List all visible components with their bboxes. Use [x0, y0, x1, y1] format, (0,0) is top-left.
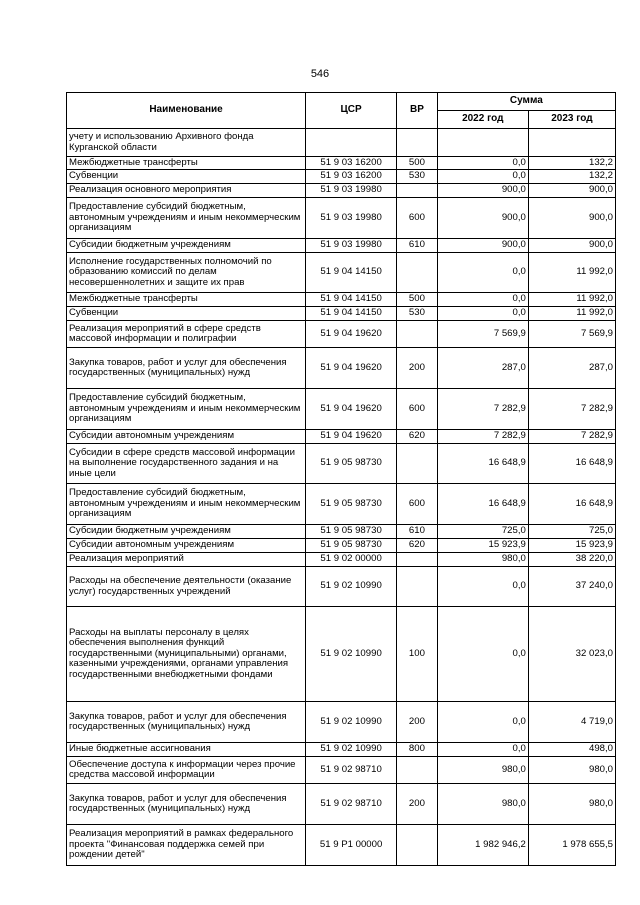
- row-2022-cell: [437, 129, 528, 157]
- table-row: [67, 348, 616, 389]
- table-row: [67, 253, 616, 293]
- header-vr: ВР: [397, 93, 438, 129]
- table-body: [67, 129, 616, 866]
- table-row: [67, 307, 616, 321]
- row-2022-cell: 0,0: [437, 293, 528, 307]
- row-2023-cell: 980,0: [528, 757, 615, 784]
- row-2023-cell: 7 282,9: [528, 430, 615, 444]
- row-2022-cell: 0,0: [437, 567, 528, 607]
- row-2023-cell: 1 978 655,5: [528, 825, 615, 866]
- row-vr-cell: [397, 825, 438, 866]
- row-vr-cell: [397, 444, 438, 484]
- row-vr-cell: 500: [397, 293, 438, 307]
- row-vr-cell: [397, 321, 438, 348]
- row-csr-cell: 51 9 04 19620: [306, 321, 397, 348]
- row-2023-cell: 15 923,9: [528, 539, 615, 553]
- header-year-2022: 2022 год: [437, 111, 528, 129]
- table-row: [67, 525, 616, 539]
- row-name-cell: Закупка товаров, работ и услуг для обеспечения государственных (муниципальных) нужд: [67, 348, 306, 389]
- row-2022-cell: 0,0: [437, 253, 528, 293]
- row-name-cell: Исполнение государственных полномочий по образованию комиссий по делам несовершеннолетних и защите их прав: [67, 253, 306, 293]
- row-2023-cell: 16 648,9: [528, 444, 615, 484]
- row-2022-cell: 980,0: [437, 553, 528, 567]
- table-row: [67, 539, 616, 553]
- row-2022-cell: 16 648,9: [437, 484, 528, 525]
- row-vr-cell: 600: [397, 484, 438, 525]
- row-name-cell: Межбюджетные трансферты: [67, 157, 306, 170]
- row-2023-cell: [528, 129, 615, 157]
- table-row: [67, 784, 616, 825]
- table-header: [67, 93, 616, 129]
- row-vr-cell: 200: [397, 784, 438, 825]
- row-2023-cell: 11 992,0: [528, 293, 615, 307]
- row-csr-cell: 51 9 03 16200: [306, 170, 397, 184]
- row-csr-cell: 51 9 04 19620: [306, 389, 397, 430]
- row-2023-cell: 4 719,0: [528, 702, 615, 743]
- row-csr-cell: 51 9 03 19980: [306, 184, 397, 198]
- row-vr-cell: [397, 567, 438, 607]
- row-vr-cell: 100: [397, 607, 438, 702]
- row-csr-cell: 51 9 02 00000: [306, 553, 397, 567]
- row-2022-cell: 0,0: [437, 607, 528, 702]
- row-vr-cell: 500: [397, 157, 438, 170]
- row-csr-cell: 51 9 P1 00000: [306, 825, 397, 866]
- table-row: [67, 389, 616, 430]
- row-2023-cell: 980,0: [528, 784, 615, 825]
- row-vr-cell: 200: [397, 348, 438, 389]
- row-vr-cell: 800: [397, 743, 438, 757]
- row-name-cell: Обеспечение доступа к информации через прочие средства массовой информации: [67, 757, 306, 784]
- row-2023-cell: 7 282,9: [528, 389, 615, 430]
- row-2022-cell: 0,0: [437, 702, 528, 743]
- row-csr-cell: 51 9 04 14150: [306, 307, 397, 321]
- row-2023-cell: 37 240,0: [528, 567, 615, 607]
- table-row: [67, 184, 616, 198]
- table-row: [67, 444, 616, 484]
- row-2022-cell: 15 923,9: [437, 539, 528, 553]
- row-name-cell: Субсидии бюджетным учреждениям: [67, 525, 306, 539]
- row-name-cell: Субсидии бюджетным учреждениям: [67, 239, 306, 253]
- header-csr: ЦСР: [306, 93, 397, 129]
- row-vr-cell: [397, 553, 438, 567]
- row-vr-cell: 610: [397, 525, 438, 539]
- row-2022-cell: 0,0: [437, 743, 528, 757]
- row-vr-cell: 600: [397, 389, 438, 430]
- row-csr-cell: 51 9 03 19980: [306, 198, 397, 239]
- table-row: [67, 157, 616, 170]
- row-2022-cell: 1 982 946,2: [437, 825, 528, 866]
- row-csr-cell: 51 9 05 98730: [306, 539, 397, 553]
- row-2022-cell: 0,0: [437, 307, 528, 321]
- row-name-cell: Реализация мероприятий в сфере средств массовой информации и полиграфии: [67, 321, 306, 348]
- table-row: [67, 170, 616, 184]
- row-2023-cell: 132,2: [528, 157, 615, 170]
- row-name-cell: Предоставление субсидий бюджетным, автономным учреждениям и иным некоммерческим организациям: [67, 484, 306, 525]
- budget-table: [66, 92, 616, 866]
- row-2023-cell: 11 992,0: [528, 253, 615, 293]
- row-csr-cell: 51 9 05 98730: [306, 484, 397, 525]
- row-2022-cell: 980,0: [437, 757, 528, 784]
- row-2023-cell: 900,0: [528, 184, 615, 198]
- row-name-cell: учету и использованию Архивного фонда Курганской области: [67, 129, 306, 157]
- row-name-cell: Реализация мероприятий в рамках федерального проекта "Финансовая поддержка семей при рождении детей": [67, 825, 306, 866]
- row-csr-cell: 51 9 02 98710: [306, 784, 397, 825]
- row-2023-cell: 32 023,0: [528, 607, 615, 702]
- row-2022-cell: 7 282,9: [437, 430, 528, 444]
- table-row: [67, 129, 616, 157]
- row-vr-cell: 610: [397, 239, 438, 253]
- row-name-cell: Реализация мероприятий: [67, 553, 306, 567]
- row-csr-cell: 51 9 02 10990: [306, 702, 397, 743]
- row-csr-cell: 51 9 04 14150: [306, 293, 397, 307]
- row-vr-cell: [397, 184, 438, 198]
- row-name-cell: Субсидии в сфере средств массовой информации на выполнение государственного задания и на иные цели: [67, 444, 306, 484]
- row-2022-cell: 900,0: [437, 184, 528, 198]
- row-2023-cell: 132,2: [528, 170, 615, 184]
- row-vr-cell: 620: [397, 539, 438, 553]
- table-row: [67, 743, 616, 757]
- row-vr-cell: [397, 757, 438, 784]
- table-row: [67, 553, 616, 567]
- row-name-cell: Субсидии автономным учреждениям: [67, 430, 306, 444]
- row-2022-cell: 7 569,9: [437, 321, 528, 348]
- row-2022-cell: 287,0: [437, 348, 528, 389]
- row-2023-cell: 16 648,9: [528, 484, 615, 525]
- row-csr-cell: 51 9 05 98730: [306, 444, 397, 484]
- row-vr-cell: 530: [397, 307, 438, 321]
- row-2022-cell: 0,0: [437, 170, 528, 184]
- table-row: [67, 430, 616, 444]
- row-2022-cell: 7 282,9: [437, 389, 528, 430]
- row-2022-cell: 900,0: [437, 198, 528, 239]
- row-csr-cell: [306, 129, 397, 157]
- table-row: [67, 198, 616, 239]
- row-2023-cell: 7 569,9: [528, 321, 615, 348]
- row-csr-cell: 51 9 04 19620: [306, 430, 397, 444]
- table-row: [67, 567, 616, 607]
- table-row: [67, 702, 616, 743]
- row-csr-cell: 51 9 02 10990: [306, 607, 397, 702]
- row-2023-cell: 287,0: [528, 348, 615, 389]
- row-csr-cell: 51 9 05 98730: [306, 525, 397, 539]
- row-csr-cell: 51 9 02 98710: [306, 757, 397, 784]
- row-2022-cell: 900,0: [437, 239, 528, 253]
- row-csr-cell: 51 9 04 14150: [306, 253, 397, 293]
- row-csr-cell: 51 9 02 10990: [306, 743, 397, 757]
- header-year-2023: 2023 год: [528, 111, 615, 129]
- row-name-cell: Предоставление субсидий бюджетным, автономным учреждениям и иным некоммерческим организациям: [67, 198, 306, 239]
- row-name-cell: Расходы на обеспечение деятельности (оказание услуг) государственных учреждений: [67, 567, 306, 607]
- row-vr-cell: [397, 129, 438, 157]
- table-row: [67, 293, 616, 307]
- row-csr-cell: 51 9 03 19980: [306, 239, 397, 253]
- page-number: 546: [310, 68, 330, 80]
- table-row: [67, 484, 616, 525]
- table-row: [67, 607, 616, 702]
- row-2023-cell: 725,0: [528, 525, 615, 539]
- row-vr-cell: 600: [397, 198, 438, 239]
- table-row: [67, 321, 616, 348]
- row-name-cell: Субвенции: [67, 307, 306, 321]
- row-2023-cell: 498,0: [528, 743, 615, 757]
- row-2023-cell: 900,0: [528, 198, 615, 239]
- row-name-cell: Иные бюджетные ассигнования: [67, 743, 306, 757]
- row-2023-cell: 900,0: [528, 239, 615, 253]
- row-name-cell: Реализация основного мероприятия: [67, 184, 306, 198]
- table-row: [67, 825, 616, 866]
- row-csr-cell: 51 9 03 16200: [306, 157, 397, 170]
- header-sum: Сумма: [437, 93, 615, 111]
- row-name-cell: Предоставление субсидий бюджетным, автономным учреждениям и иным некоммерческим организациям: [67, 389, 306, 430]
- header-name: Наименование: [67, 93, 306, 129]
- row-name-cell: Субвенции: [67, 170, 306, 184]
- table-row: [67, 239, 616, 253]
- table-row: [67, 757, 616, 784]
- row-name-cell: Субсидии автономным учреждениям: [67, 539, 306, 553]
- row-name-cell: Межбюджетные трансферты: [67, 293, 306, 307]
- row-2022-cell: 725,0: [437, 525, 528, 539]
- row-csr-cell: 51 9 04 19620: [306, 348, 397, 389]
- row-vr-cell: 530: [397, 170, 438, 184]
- row-name-cell: Закупка товаров, работ и услуг для обеспечения государственных (муниципальных) нужд: [67, 784, 306, 825]
- row-vr-cell: 200: [397, 702, 438, 743]
- row-2022-cell: 0,0: [437, 157, 528, 170]
- row-name-cell: Расходы на выплаты персоналу в целях обеспечения выполнения функций государственными (муниципальными) органами, казенными учреждениями, органами управления государственными внебюджетными фондами: [67, 607, 306, 702]
- row-2022-cell: 980,0: [437, 784, 528, 825]
- row-2023-cell: 38 220,0: [528, 553, 615, 567]
- row-2023-cell: 11 992,0: [528, 307, 615, 321]
- row-vr-cell: [397, 253, 438, 293]
- row-vr-cell: 620: [397, 430, 438, 444]
- row-csr-cell: 51 9 02 10990: [306, 567, 397, 607]
- row-name-cell: Закупка товаров, работ и услуг для обеспечения государственных (муниципальных) нужд: [67, 702, 306, 743]
- row-2022-cell: 16 648,9: [437, 444, 528, 484]
